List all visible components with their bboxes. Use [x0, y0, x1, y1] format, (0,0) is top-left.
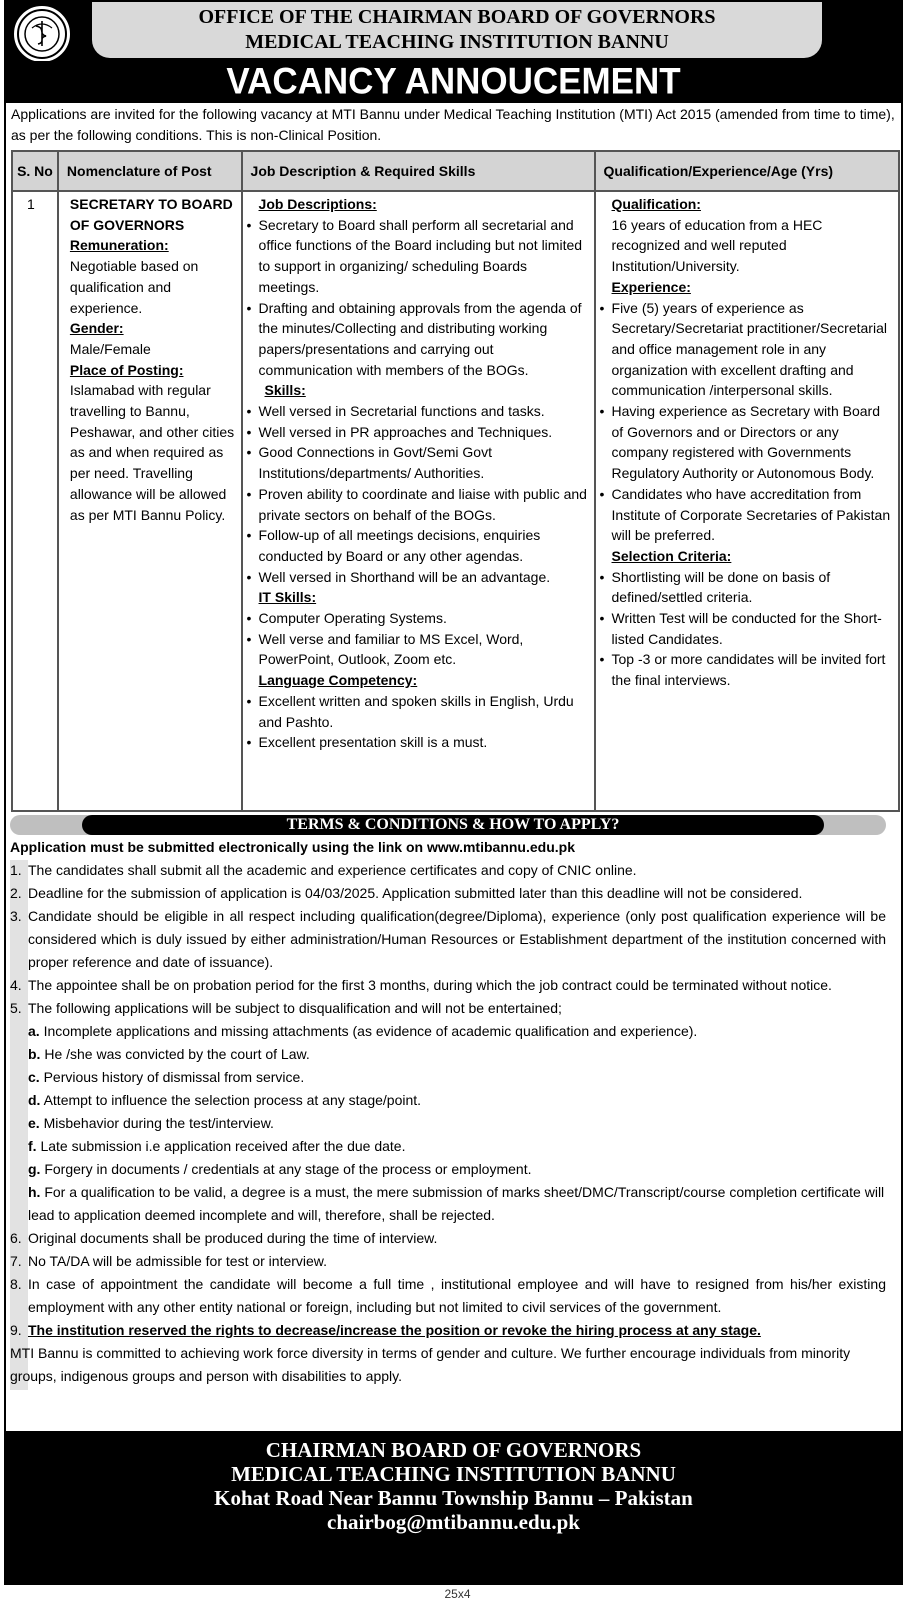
header-job-description: Job Description & Required Skills	[242, 151, 595, 191]
sub-text: Incomplete applications and missing attachments (as evidence of academic qualification and experience).	[43, 1023, 698, 1039]
sub-letter: c.	[28, 1069, 40, 1085]
term-text: The institution reserved the rights to decrease/increase the position or revoke the hiring process at any stage.	[28, 1322, 761, 1338]
page-reference: 25x4	[444, 1587, 471, 1601]
footer-line2: MEDICAL TEACHING INSTITUTION BANNU	[231, 1462, 676, 1486]
term-item	[10, 1273, 886, 1319]
office-title-line2: MEDICAL TEACHING INSTITUTION BANNU	[245, 31, 669, 53]
sub-text: Attempt to influence the selection process at any stage/point.	[43, 1092, 422, 1108]
language-item: • Excellent presentation skill is a must.	[249, 732, 588, 753]
term-number: 2.	[10, 885, 22, 901]
row-sno: 1	[12, 191, 58, 811]
sub-letter: g.	[28, 1161, 41, 1177]
term-item	[10, 974, 886, 997]
term-item	[10, 997, 886, 1020]
sub-text: He /she was convicted by the court of Law.	[44, 1046, 310, 1062]
term-number: 7.	[10, 1253, 22, 1269]
posting-value: Islamabad with regular travelling to Bannu, Peshawar, and other cities as and when required as per need. Travelling allowance will be allowed as per MTI Bannu Policy.	[69, 382, 235, 523]
language-label: Language Competency:	[258, 672, 418, 689]
sub-text: For a qualification to be valid, a degree is a must, the mere submission of marks sheet/DMC/Transcript/course completion certificate will lead to application deemed incomplete and will, therefore, shall be rejected.	[28, 1184, 885, 1223]
term-number: 3.	[10, 908, 22, 924]
experience-label: Experience:	[611, 278, 691, 295]
it-skills-label: IT Skills:	[258, 589, 317, 606]
sub-letter: b.	[28, 1046, 41, 1062]
office-title-line1: OFFICE OF THE CHAIRMAN BOARD OF GOVERNORS	[198, 6, 716, 28]
term-item	[10, 1250, 886, 1273]
term-text: The following applications will be subject to disqualification and will not be entertained;	[28, 1000, 562, 1016]
it-skill-item: • Well verse and familiar to MS Excel, Word, PowerPoint, Outlook, Zoom etc.	[249, 629, 588, 670]
term-item	[10, 1227, 886, 1250]
page-title: VACANCY ANNOUCEMENT	[4, 61, 903, 103]
experience-item: • Having experience as Secretary with Board of Governors and or Directors or any company registered with Governments Regulatory Authority or Autonomous Body.	[602, 401, 892, 484]
remuneration-value: Negotiable based on qualification and experience.	[69, 258, 199, 316]
sub-text: Forgery in documents / credentials at any stage of the process or employment.	[44, 1161, 532, 1177]
header-sno: S. No	[12, 151, 58, 191]
experience-item: • Five (5) years of experience as Secretary/Secretariat practitioner/Secretarial and office management role in any organization with excellent drafting and communication /interpersonal skills.	[602, 298, 892, 402]
term-text: In case of appointment the candidate will become a full time , institutional employee and will have to resigned from his/her existing employment with any other entity national or foreign, including but not limited to civil services of the government.	[28, 1276, 886, 1315]
term-text: Candidate should be eligible in all respect including qualification(degree/Diploma), experience (only post qualification experience will be considered which is duly issued by either administration/Human Resources or Establishment department of the institution concerned with proper reference and date of issuance).	[28, 908, 886, 970]
sub-letter: f.	[28, 1138, 37, 1154]
experience-item: • Candidates who have accreditation from Institute of Corporate Secretaries of Pakistan will be preferred.	[602, 484, 892, 546]
term-number: 4.	[10, 977, 22, 993]
gender-value: Male/Female	[69, 340, 151, 357]
selection-item: • Top -3 or more candidates will be invited fort the final interviews.	[602, 649, 892, 690]
skill-item: • Well versed in PR approaches and Techniques.	[249, 422, 588, 443]
vacancy-table	[11, 150, 900, 812]
table-row	[12, 191, 899, 811]
disqualification-item	[10, 1158, 886, 1181]
term-text: Deadline for the submission of application is 04/03/2025. Application submitted later than this deadline will not be considered.	[28, 885, 803, 901]
jd-item: • Secretary to Board shall perform all secretarial and office functions of the Board including but not limited to support in organizing/ scheduling Boards meetings.	[249, 215, 588, 298]
disqualification-item	[10, 1135, 886, 1158]
posting-label: Place of Posting:	[69, 361, 184, 378]
term-text: The candidates shall submit all the academic and experience certificates and copy of CNIC online.	[28, 862, 637, 878]
selection-item: • Written Test will be conducted for the Short-listed Candidates.	[602, 608, 892, 649]
sub-text: Pervious history of dismissal from service.	[43, 1069, 305, 1085]
post-title: SECRETARY TO BOARD OF GOVERNORS	[69, 196, 233, 233]
term-text: The appointee shall be on probation period for the first 3 months, during which the job contract could be terminated without notice.	[28, 977, 832, 993]
term-number: 1.	[10, 862, 22, 878]
terms-section	[10, 836, 886, 1388]
selection-item: • Shortlisting will be done on basis of defined/settled criteria.	[602, 567, 892, 608]
term-number: 6.	[10, 1230, 22, 1246]
term-number: 5.	[10, 1000, 22, 1016]
term-text: Original documents shall be produced during the time of interview.	[28, 1230, 438, 1246]
it-skill-item: • Computer Operating Systems.	[249, 608, 588, 629]
sub-letter: a.	[28, 1023, 40, 1039]
skills-label: Skills:	[264, 382, 306, 399]
disqualification-item	[10, 1089, 886, 1112]
term-item	[10, 1319, 886, 1342]
qualification-cell	[595, 191, 899, 811]
qualification-value: 16 years of education from a HEC recognized and well reputed Institution/University.	[611, 216, 823, 275]
term-number: 9.	[10, 1322, 22, 1338]
disqualification-item	[10, 1043, 886, 1066]
footer-email: chairbog@mtibannu.edu.pk	[327, 1510, 580, 1534]
sub-text: Misbehavior during the test/interview.	[43, 1115, 274, 1131]
footer-address: Kohat Road Near Bannu Township Bannu – Pakistan	[214, 1486, 693, 1510]
qualification-label: Qualification:	[611, 196, 701, 212]
gender-label: Gender:	[69, 320, 124, 337]
term-item	[10, 905, 886, 974]
skill-item: • Well versed in Secretarial functions and tasks.	[249, 401, 588, 422]
language-item: • Excellent written and spoken skills in English, Urdu and Pashto.	[249, 691, 588, 732]
term-text: No TA/DA will be admissible for test or interview.	[28, 1253, 328, 1269]
diversity-statement: MTI Bannu is committed to achieving work force diversity in terms of gender and culture. We further encourage individuals from minority groups, indigenous groups and person with disabilities to apply.	[10, 1345, 851, 1384]
skill-item: • Proven ability to coordinate and liaise with public and private sectors on behalf of the BOGs.	[249, 484, 588, 525]
skill-item: • Good Connections in Govt/Semi Govt Institutions/departments/ Authorities.	[249, 442, 588, 483]
footer-line1: CHAIRMAN BOARD OF GOVERNORS	[265, 1438, 642, 1462]
sub-letter: e.	[28, 1115, 40, 1131]
term-item	[10, 882, 886, 905]
footer-band	[4, 1431, 903, 1585]
disqualification-item	[10, 1181, 886, 1227]
intro-paragraph: Applications are invited for the following vacancy at MTI Bannu under Medical Teaching Institution (MTI) Act 2015 (amended from time to time), as per the following conditions. This is non-Clinical Position.	[11, 106, 895, 143]
disqualification-item	[10, 1020, 886, 1043]
post-cell	[58, 191, 242, 811]
sub-letter: h.	[28, 1184, 41, 1200]
terms-heading-bar	[10, 815, 886, 835]
header-post: Nomenclature of Post	[58, 151, 242, 191]
term-number: 8.	[10, 1276, 22, 1292]
apply-link-notice: Application must be submitted electronically using the link on www.mtibannu.edu.pk	[10, 839, 575, 855]
header-qualification: Qualification/Experience/Age (Yrs)	[595, 151, 899, 191]
jd-item: • Drafting and obtaining approvals from the agenda of the minutes/Collecting and distributing working papers/presentations and carrying out communication with members of the BOGs.	[249, 298, 588, 381]
jd-label: Job Descriptions:	[258, 196, 377, 212]
table-header-row	[12, 151, 899, 191]
selection-label: Selection Criteria:	[611, 547, 732, 564]
skill-item: • Well versed in Shorthand will be an advantage.	[249, 567, 588, 588]
terms-heading: TERMS & CONDITIONS & HOW TO APPLY?	[82, 815, 824, 835]
remuneration-label: Remuneration:	[69, 237, 169, 254]
disqualification-item	[10, 1112, 886, 1135]
sub-text: Late submission i.e application received after the due date.	[40, 1138, 406, 1154]
term-item	[10, 859, 886, 882]
skill-item: • Follow-up of all meetings decisions, enquiries conducted by Board or any other agendas.	[249, 525, 588, 566]
sub-letter: d.	[28, 1092, 41, 1108]
disqualification-item	[10, 1066, 886, 1089]
job-description-cell	[242, 191, 595, 811]
